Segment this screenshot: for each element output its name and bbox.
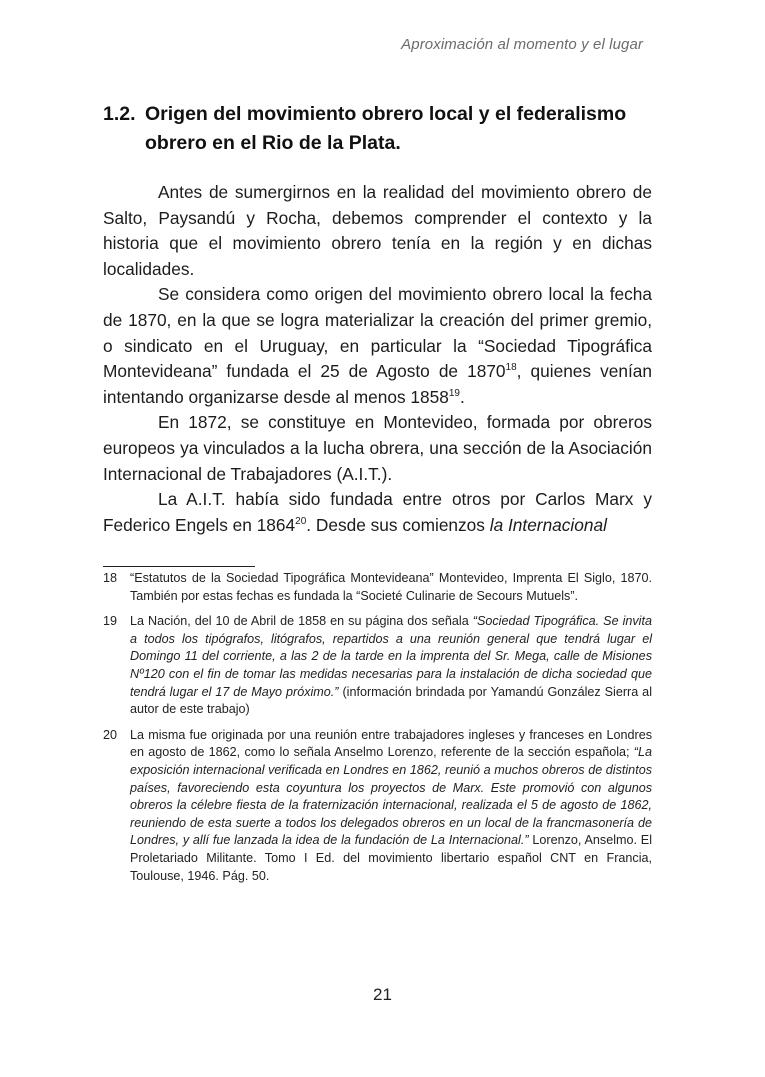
body-text (103, 180, 652, 538)
footnote (103, 727, 652, 885)
footnote-text-part: La misma fue originada por una reunión entre trabajadores ingleses y franceses en Londres en agosto de 1862, como lo señala Anselmo Lorenzo, referente de la sección española; (130, 727, 652, 760)
paragraph-text: . (460, 386, 465, 407)
paragraph: Antes de sumergirnos en la realidad del movimiento obrero de Salto, Paysandú y Rocha, debemos comprender el contexto y la historia que el movimiento obrero tenía en la región y en dichas localidades. (103, 182, 652, 279)
footnote (103, 613, 652, 719)
paragraph (103, 282, 652, 410)
footnote-text-part: Lorenzo, Anselmo. El Proletariado Militante. Tomo I Ed. del movimiento libertario español CNT en Francia, Toulouse, 1946. Pág. 50. (130, 833, 652, 883)
paragraph-text: , quienes venían intentando organizarse desde al menos 1858 (103, 361, 652, 407)
footnotes (103, 570, 652, 893)
section-heading (103, 100, 663, 158)
footnote-number: 20 (103, 727, 118, 742)
footnote-divider (103, 566, 255, 567)
footnote-number: 18 (103, 571, 118, 585)
paragraph-text: La A.I.T. había sido fundada entre otros por Carlos Marx y Federico Engels en 1864 (103, 489, 652, 535)
paragraph: En 1872, se constituye en Montevideo, formada por obreros europeos ya vinculados a la lucha obrera, una sección de la Asociación Internacional de Trabajadores (A.I.T.). (103, 412, 652, 484)
footnote-ref[interactable]: 19 (448, 387, 460, 399)
paragraph-text: Se considera como origen del movimiento obrero local la fecha de 1870, en la que se logra materializar la creación del primer gremio, o sindicato en el Uruguay, en particular la “Sociedad Tipográfica Montevideana” fundada el 25 de Agosto de 1870 (103, 284, 652, 382)
paragraph-text: . Desde sus comienzos (306, 514, 490, 535)
footnote-text (130, 613, 652, 719)
footnote-ref[interactable]: 20 (295, 515, 307, 527)
footnote-text: “Estatutos de la Sociedad Tipográfica Montevideana” Montevideo, Imprenta El Siglo, 1870. También por estas fechas es fundada la “Societé Culinarie de Secours Mutuels”. (130, 571, 652, 603)
paragraph-italic-text: la Internacional (489, 514, 607, 535)
section-title-line2: obrero en el Rio de la Plata. (145, 132, 401, 154)
footnote-text-part: La Nación, del 10 de Abril de 1858 en su página dos señala (130, 614, 473, 629)
footnote-text-part: (información brindada por Yamandú González Sierra al autor de este trabajo) (130, 684, 652, 717)
section-number: 1.2. (103, 103, 136, 125)
page-number: 21 (373, 985, 392, 1004)
footnote-ref[interactable]: 18 (505, 362, 517, 374)
footnote-text (130, 727, 652, 885)
paragraph (103, 487, 652, 538)
footnote-quote: “La exposición internacional verificada en Londres en 1862, reunió a muchos obreros de distintos países, favoreciendo esta coyuntura los proyectos de Marx. Este promovió con algunos obreros la célebre fiesta de la fraternización internacional, realizada el 5 de agosto de 1862, reuniendo de esta suerte a todos los delegados obreros en un local de la francmasonería de Londres, y allí fue lanzada la idea de la fundación de La Internacional.” (130, 745, 652, 848)
running-header: Aproximación al momento y el lugar (401, 36, 643, 53)
section-title-line1: Origen del movimiento obrero local y el federalismo (145, 103, 627, 125)
footnote (103, 570, 652, 605)
footnote-quote: “Sociedad Tipográfica. Se invita a todos los tipógrafos, litógrafos, repartidos a una reunión general que tendrá lugar el Domingo 11 del corriente, a las 2 de la tarde en la imprenta del Sr. Mega, calle de Misiones Nº120 con el fin de tomar las medidas necesarias para la instalación de dicha sociedad que tendrá lugar el 17 de Mayo próximo.” (130, 614, 652, 699)
footnote-number: 19 (103, 614, 118, 629)
